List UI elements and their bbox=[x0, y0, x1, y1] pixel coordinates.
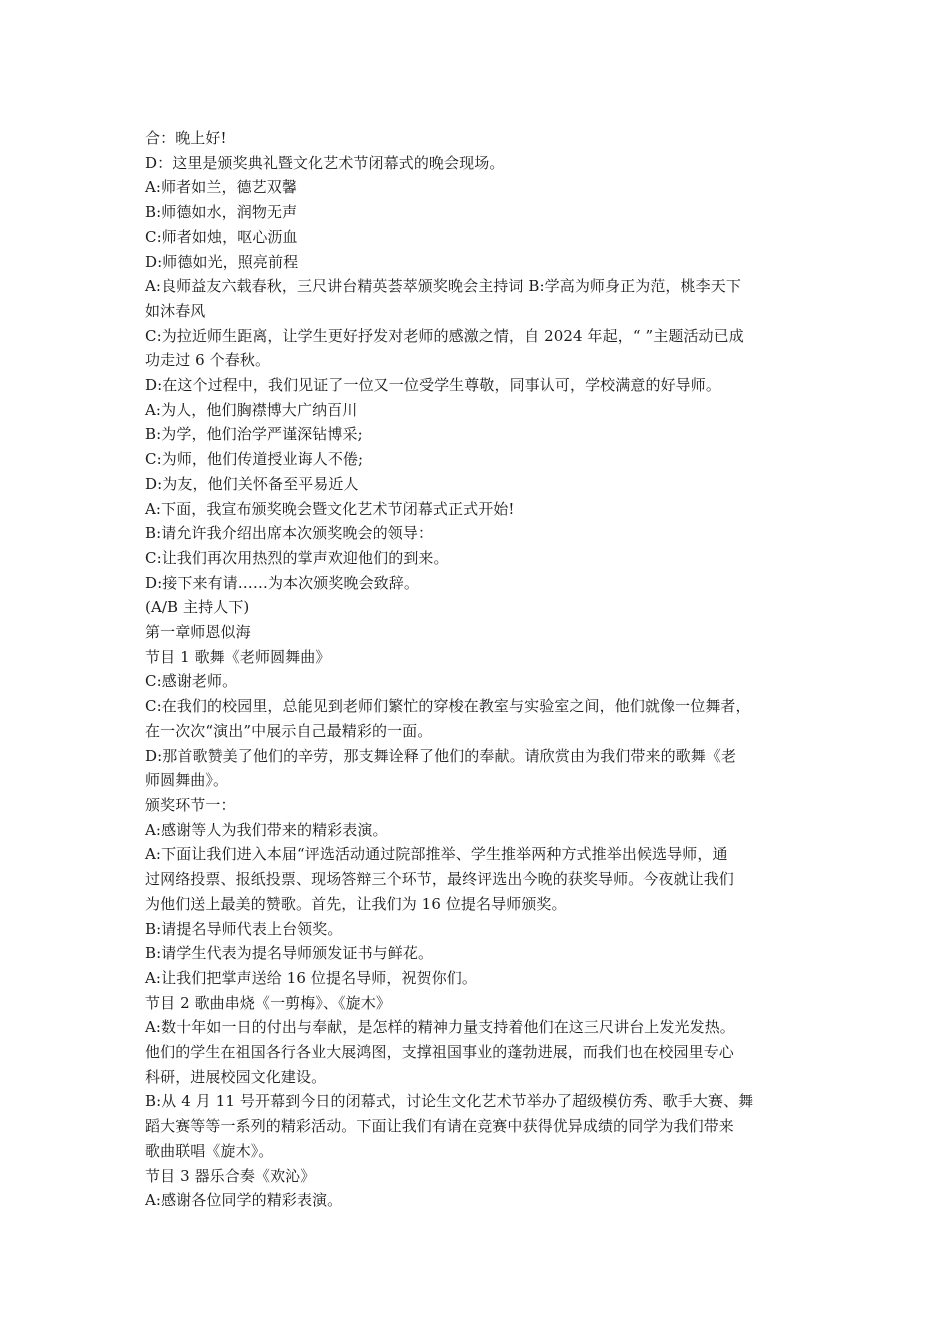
text-line: 他们的学生在祖国各行各业大展鸿图，支撑祖国事业的蓬勃进展，而我们也在校园里专心 bbox=[145, 1043, 734, 1062]
text-line: A:师者如兰，德艺双馨 bbox=[145, 178, 297, 197]
text-line: 为他们送上最美的赞歌。首先，让我们为 16 位提名导师颁奖。 bbox=[145, 894, 567, 913]
program-heading: 节目 3 器乐合奏《欢沁》 bbox=[145, 1166, 316, 1185]
text-line: A:感谢等人为我们带来的精彩表演。 bbox=[145, 820, 388, 839]
text-line: B:请允许我介绍出席本次颁奖晚会的领导： bbox=[145, 524, 434, 543]
text-line: 歌曲联唱《旋木》。 bbox=[145, 1141, 274, 1160]
text-line: A:良师益友六载春秋，三尺讲台精英荟萃颁奖晚会主持词 B:学高为师身正为范，桃李天下 bbox=[145, 277, 741, 296]
text-line: 在一次次“演出”中展示自己最精彩的一面。 bbox=[145, 721, 433, 740]
text-line: D:那首歌赞美了他们的辛劳，那支舞诠释了他们的奉献。请欣赏由为我们带来的歌舞《老 bbox=[145, 746, 737, 765]
text-line: A:让我们把掌声送给 16 位提名导师，祝贺你们。 bbox=[145, 968, 478, 987]
text-line: A:数十年如一日的付出与奉献，是怎样的精神力量支持着他们在这三尺讲台上发光发热。 bbox=[145, 1018, 735, 1037]
text-line: B:请提名导师代表上台领奖。 bbox=[145, 919, 343, 938]
text-line: D：这里是颁奖典礼暨文化艺术节闭幕式的晚会现场。 bbox=[145, 153, 505, 172]
program-heading: 节目 1 歌舞《老师圆舞曲》 bbox=[145, 647, 331, 666]
text-line: 师圆舞曲》。 bbox=[145, 771, 229, 790]
text-line: C:师者如烛，呕心沥血 bbox=[145, 227, 298, 246]
text-line: C:感谢老师。 bbox=[145, 672, 238, 691]
text-line: D:为友，他们关怀备至平易近人 bbox=[145, 474, 359, 493]
text-line: 如沐春风 bbox=[145, 301, 206, 320]
document-page bbox=[145, 126, 817, 1213]
program-heading: 节目 2 歌曲串烧《一剪梅》、《旋木》 bbox=[145, 993, 391, 1012]
text-line: C:在我们的校园里，总能见到老师们繁忙的穿梭在教室与实验室之间，他们就像一位舞者， bbox=[145, 697, 751, 716]
text-line: A:下面让我们进入本届“评选活动通过院部推举、学生推举两种方式推举出候选导师，通 bbox=[145, 845, 728, 864]
text-line: C:让我们再次用热烈的掌声欢迎他们的到来。 bbox=[145, 548, 449, 567]
text-line: 科研，进展校园文化建设。 bbox=[145, 1067, 327, 1086]
text-line: A:感谢各位同学的精彩表演。 bbox=[145, 1191, 343, 1210]
text-line: B:从 4 月 11 号开幕到今日的闭幕式，讨论生文化艺术节举办了超级模仿秀、歌手大赛、舞 bbox=[145, 1092, 754, 1111]
text-line: A:为人，他们胸襟博大广纳百川 bbox=[145, 400, 358, 419]
text-line: 过网络投票、报纸投票、现场答辩三个环节，最终评选出今晚的获奖导师。今夜就让我们 bbox=[145, 870, 734, 889]
text-line: 功走过 6 个春秋。 bbox=[145, 351, 271, 370]
text-line: D:师德如光，照亮前程 bbox=[145, 252, 299, 271]
text-line: C:为拉近师生距离，让学生更好抒发对老师的感激之情，自 2024 年起，“ ”主题活动已成 bbox=[145, 326, 744, 345]
section-heading: 颁奖环节一： bbox=[145, 795, 236, 814]
text-line: 蹈大赛等等一系列的精彩活动。下面让我们有请在竞赛中获得优异成绩的同学为我们带来 bbox=[145, 1117, 734, 1136]
text-line: A:下面，我宣布颁奖晚会暨文化艺术节闭幕式正式开始! bbox=[145, 499, 515, 518]
text-line: D:接下来有请……为本次颁奖晚会致辞。 bbox=[145, 573, 419, 592]
text-line: D:在这个过程中，我们见证了一位又一位受学生尊敬，同事认可，学校满意的好导师。 bbox=[145, 376, 721, 395]
text-line: C:为师，他们传道授业诲人不倦; bbox=[145, 450, 364, 469]
text-line: 合：晚上好! bbox=[145, 129, 227, 147]
text-line: (A/B 主持人下) bbox=[145, 598, 250, 617]
text-line: B:师德如水，润物无声 bbox=[145, 203, 298, 222]
chapter-heading: 第一章师恩似海 bbox=[145, 623, 251, 642]
text-line: B:为学，他们治学严谨深钻博采; bbox=[145, 425, 363, 444]
text-line: B:请学生代表为提名导师颁发证书与鲜花。 bbox=[145, 944, 434, 963]
